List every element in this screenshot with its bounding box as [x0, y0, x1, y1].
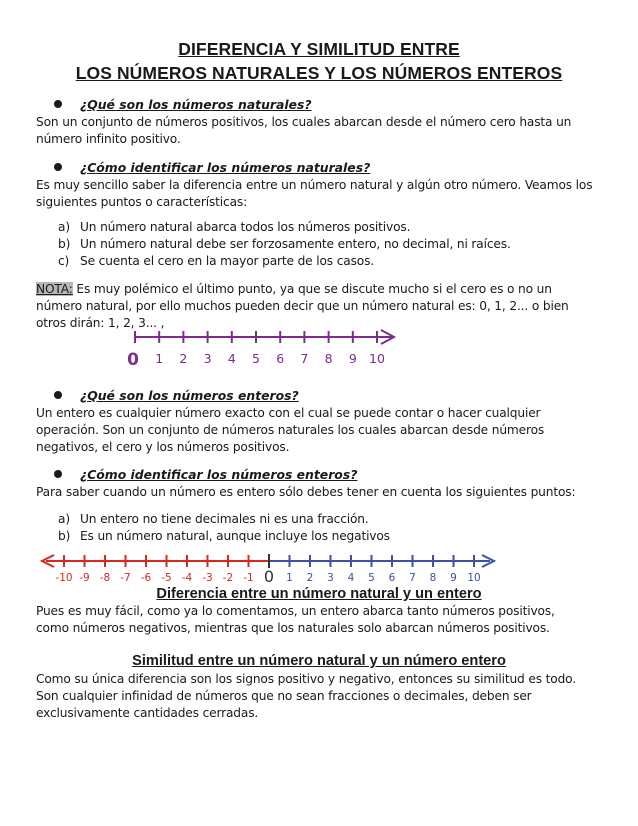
natural-tick-label: 9: [348, 351, 357, 366]
natural-number-line: [127, 330, 394, 370]
note-line: número natural, por ello muchos pueden decir que un número natural es: 0, 1, 2... o bien: [36, 299, 569, 313]
integer-number-line: [42, 554, 494, 586]
note-tag: NOTA:: [36, 282, 73, 296]
list-item: c) Se cuenta el cero en la mayor parte de los casos.: [58, 254, 375, 268]
integer-tick-label: -4: [181, 572, 193, 584]
similarity-heading: Similitud entre un número natural y un número entero: [132, 653, 506, 669]
integer-tick-label: 3: [327, 572, 334, 584]
integer-tick-label: 2: [306, 572, 314, 584]
integer-tick-label: 6: [388, 572, 396, 584]
paragraph-line: siguientes puntos o características:: [36, 195, 248, 209]
paragraph-line: Son cualquier infinidad de números que no sean fracciones o decimales, deben ser: [36, 689, 532, 703]
paragraph-line: Un entero es cualquier número exacto con el cual se puede contar o hacer cualquier: [36, 406, 541, 420]
integer-tick-label: -1: [243, 572, 254, 584]
natural-tick-label: 10: [369, 351, 385, 366]
list-item: b) Es un número natural, aunque incluye los negativos: [58, 529, 390, 543]
integer-tick-label: -6: [140, 572, 152, 584]
list-item: a) Un número natural abarca todos los números positivos.: [58, 220, 411, 234]
document-title-line-2: LOS NÚMEROS NATURALES Y LOS NÚMEROS ENTEROS: [75, 63, 563, 83]
integer-tick-label: -8: [99, 572, 111, 584]
integer-tick-label: 4: [347, 572, 355, 584]
question-integers: ¿Qué son los números enteros?: [54, 387, 299, 404]
bullet-icon: [54, 470, 62, 478]
integer-tick-label: -3: [202, 572, 213, 584]
question-natural-numbers: ¿Qué son los números naturales?: [54, 96, 312, 113]
question-identify-natural: ¿Cómo identificar los números naturales?: [54, 159, 370, 176]
integer-tick-label: 1: [286, 572, 293, 584]
paragraph-line: Son un conjunto de números positivos, los cuales abarcan desde el número cero hasta un: [36, 115, 572, 129]
list-item: a) Un entero no tiene decimales ni es una fracción.: [58, 512, 369, 526]
integer-tick-label: -9: [79, 572, 90, 584]
paragraph-line: número infinito positivo.: [36, 132, 181, 146]
natural-tick-label: 6: [276, 351, 285, 366]
paragraph-line: Pues es muy fácil, como ya lo comentamos, un entero abarca tanto números positivos,: [36, 604, 555, 618]
integer-tick-label: -5: [161, 572, 172, 584]
natural-tick-label: 7: [300, 351, 309, 366]
integer-tick-label: 9: [450, 572, 457, 584]
natural-tick-label: 4: [227, 351, 236, 366]
integer-tick-label: -7: [120, 572, 131, 584]
list-item: b) Un número natural debe ser forzosamente entero, no decimal, ni raíces.: [58, 237, 511, 251]
paragraph-line: negativos, el cero y los números positivos.: [36, 440, 290, 454]
integer-tick-label: 8: [429, 572, 437, 584]
natural-zero-label: 0: [127, 350, 139, 370]
paragraph-line: operación. Son un conjunto de números naturales los cuales abarcan desde números: [36, 423, 545, 437]
paragraph-line: exclusivamente cantidades cerradas.: [36, 706, 259, 720]
paragraph-line: Como su única diferencia son los signos positivo y negativo, entonces su similitud es todo.: [36, 672, 576, 686]
natural-tick-label: 8: [324, 351, 333, 366]
paragraph-line: Es muy sencillo saber la diferencia entre un número natural y algún otro número. Veamos los: [36, 178, 593, 192]
note-line: NOTA: Es muy polémico el último punto, ya que se discute mucho si el cero es o no un: [36, 282, 552, 296]
integer-tick-label: 10: [467, 572, 481, 584]
integer-tick-label: -2: [222, 572, 234, 584]
difference-heading: Diferencia entre un número natural y un entero: [156, 586, 482, 602]
paragraph-line: como números negativos, mientras que los naturales solo abarcan números positivos.: [36, 621, 550, 635]
natural-tick-label: 2: [179, 351, 188, 366]
question-identify-integers: ¿Cómo identificar los números enteros?: [54, 466, 357, 483]
bullet-icon: [54, 391, 62, 399]
document-title-line-1: DIFERENCIA Y SIMILITUD ENTRE: [178, 39, 460, 59]
integer-tick-label: -10: [55, 572, 73, 584]
paragraph-line: Para saber cuando un número es entero sólo debes tener en cuenta los siguientes puntos:: [36, 485, 576, 499]
integer-tick-label: 7: [409, 572, 416, 584]
natural-tick-label: 3: [203, 351, 212, 366]
natural-tick-label: 5: [252, 351, 260, 366]
integer-zero-label: 0: [263, 567, 275, 586]
integer-tick-label: 5: [368, 572, 375, 584]
natural-tick-label: 1: [155, 351, 164, 366]
note-line: otros dirán: 1, 2, 3... ,: [36, 316, 165, 330]
